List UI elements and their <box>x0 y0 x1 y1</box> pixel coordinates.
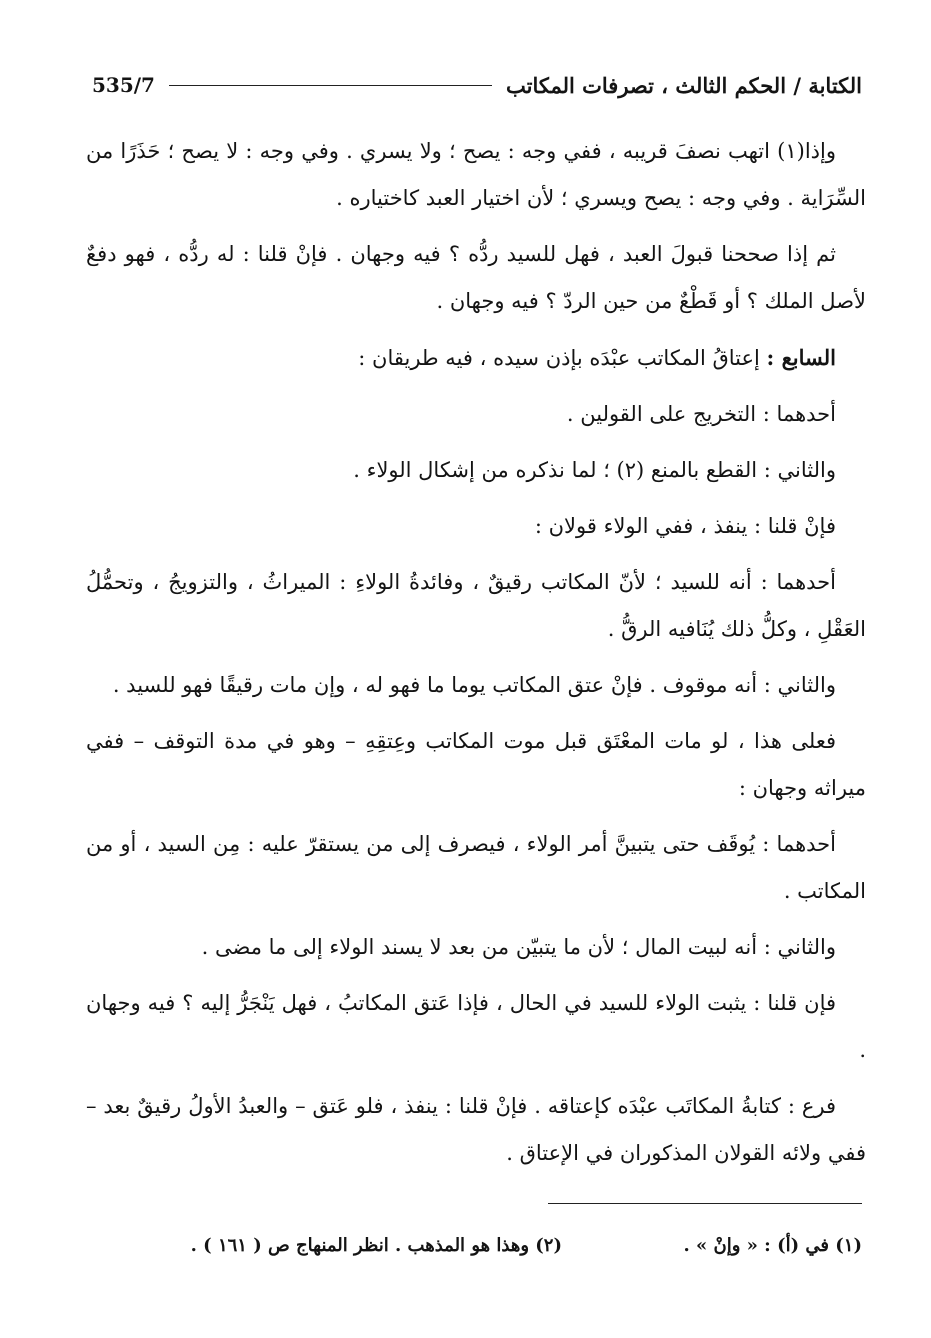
paragraph: وإذا(١) اتهب نصفَ قريبه ، ففي وجه : يصح ؛ ولا يسري . وفي وجه : لا يصح ؛ حَذَرًا من السِّرَاية . وفي وجه : يصح ويسري ؛ لأن اختيار العبد كاختياره . <box>86 139 866 210</box>
paragraph: فعلى هذا ، لو مات المعْتَق قبل موت المكاتب وعِتقِهِ – وهو في مدة التوقف – ففي ميراثه وجهان : <box>86 729 866 800</box>
main-text <box>86 128 866 1186</box>
page-number: 535/7 <box>92 73 155 97</box>
paragraph: ثم إذا صححنا قبولَ العبد ، فهل للسيد ردُّه ؟ فيه وجهان . فإنْ قلنا : له ردُّه ، فهو دفعٌ لأصل الملك ؟ أو قَطْعٌ من حين الردّ ؟ فيه وجهان . <box>86 242 866 313</box>
paragraph: والثاني : أنه موقوف . فإنْ عتق المكاتب يوما ما فهو له ، وإن مات رقيقًا فهو للسيد . <box>112 673 836 697</box>
paragraph <box>86 334 866 382</box>
paragraph-text: إعتاقُ المكاتب عبْدَه بإذن سيده ، فيه طريقان : <box>358 346 767 370</box>
paragraph: فإنْ قلنا : ينفذ ، ففي الولاء قولان : <box>534 514 836 538</box>
paragraph: فإن قلنا : يثبت الولاء للسيد في الحال ، فإذا عَتق المكاتبُ ، فهل يَنْجَرُّ إليه ؟ فيه وجهان . <box>86 991 866 1062</box>
paragraph: فرع : كتابةُ المكاتَب عبْدَه كإعتاقه . فإنْ قلنا : ينفذ ، فلو عَتق – والعبدُ الأولُ رقيقٌ بعد – ففي ولائه القولان المذكوران في الإعتاق . <box>86 1094 866 1165</box>
header-rule <box>169 85 492 86</box>
footnote: (٢) وهذا هو المذهب . انظر المنهاج ص ( ١٦١ ) . <box>190 1234 562 1256</box>
running-header <box>92 68 862 102</box>
paragraph: والثاني : القطع بالمنع (٢) ؛ لما نذكره من إشكال الولاء . <box>353 458 836 482</box>
footnote: (١) في (أ) : « وإنْ » . <box>683 1234 862 1256</box>
paragraph: أحدهما : أنه للسيد ؛ لأنّ المكاتب رقيقٌ ، وفائدةُ الولاءِ : الميراثُ ، والتزويجُ ، وتحمُّلُ العَقْلِ ، وكلُّ ذلك يُنَافيه الرقُّ . <box>86 570 866 641</box>
section-lead: السابع : <box>766 345 836 370</box>
running-title: الكتابة / الحكم الثالث ، تصرفات المكاتب <box>505 72 862 98</box>
paragraph: والثاني : أنه لبيت المال ؛ لأن ما يتبيّن من بعد لا يسند الولاء إلى ما مضى . <box>201 935 836 959</box>
footnotes <box>98 1230 862 1260</box>
paragraph: أحدهما : التخريج على القولين . <box>566 402 836 426</box>
paragraph: أحدهما : يُوقَف حتى يتبينَّ أمر الولاء ، فيصرف إلى من يستقرّ عليه : مِن السيد ، أو من المكاتب . <box>86 832 866 903</box>
footnote-rule <box>548 1203 862 1204</box>
